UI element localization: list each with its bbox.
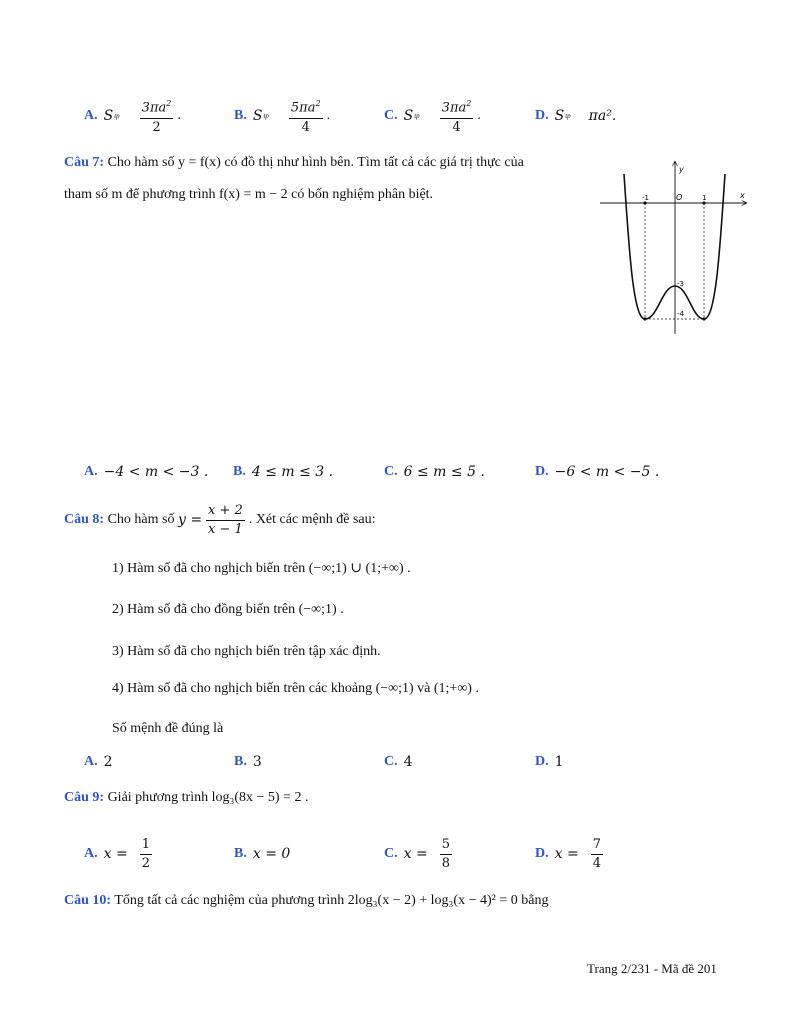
tick-label-neg1: -1: [642, 194, 649, 202]
x-axis-label: x: [740, 191, 745, 200]
q7-option-c[interactable]: C. 6 ≤ m ≤ 5 .: [384, 464, 485, 480]
q8-options: [0, 742, 792, 782]
q7-option-b[interactable]: B. 4 ≤ m ≤ 3 .: [233, 464, 334, 480]
q6-a-fraction: $\frac{3\pi a^2}{2}$: [140, 95, 174, 136]
q8-stem: Câu 8: Cho hàm số y = $\frac{x + 2}{x - 1}$ . Xét các mệnh đề sau:: [64, 502, 376, 537]
q6-b-fraction: $\frac{5\pi a^2}{4}$: [289, 95, 323, 136]
page-footer: Trang 2/231 - Mã đề 201: [587, 961, 717, 976]
point-min-left: [643, 317, 646, 320]
q7-option-d[interactable]: D. −6 < m < −5 .: [535, 464, 660, 480]
q8-statement-3: 3) Hàm số đã cho nghịch biến trên tập xác định.: [112, 644, 381, 659]
q6-option-a[interactable]: A. S tp $\frac{3\pi a^2}{2}$ .: [84, 96, 181, 136]
tick-label-pos1: 1: [702, 194, 707, 202]
q9-options: [0, 832, 792, 876]
q8-prompt: Số mệnh đề đúng là: [112, 721, 224, 736]
tick-label-neg4: -4: [677, 310, 684, 318]
q6-option-b[interactable]: B. S tp $\frac{5\pi a^2}{4}$ .: [234, 96, 330, 136]
q8-option-a[interactable]: A. 2: [84, 754, 113, 770]
q6-option-d[interactable]: D. S tp πa².: [535, 108, 617, 124]
q8-statement-1: 1) Hàm số đã cho nghịch biến trên (−∞;1) ∪ (1;+∞) .: [112, 561, 411, 576]
q10-stem: Câu 10: Tổng tất cả các nghiệm của phương trình 2log₃(x − 2) + log₃(x − 4)² = 0 bằng: [64, 893, 549, 908]
q7-line1: Câu 7: Cho hàm số y = f(x) có đồ thị như hình bên. Tìm tất cả các giá trị thực của: [64, 155, 524, 170]
q8-option-c[interactable]: C. 4: [384, 754, 413, 770]
q6-option-c[interactable]: C. S tp $\frac{3\pi a^2}{4}$ .: [384, 96, 481, 136]
q8-fraction: $\frac{x + 2}{x - 1}$: [208, 502, 243, 537]
q8-statement-2: 2) Hàm số đã cho đồng biến trên (−∞;1) .: [112, 602, 344, 617]
q9-stem: Câu 9: Giải phương trình log₃(8x − 5) = 2 .: [64, 790, 309, 805]
y-axis-label: y: [679, 165, 684, 174]
q9-option-a[interactable]: A. x = $\frac{1}{2}$: [84, 836, 150, 871]
q7-line2: tham số m để phương trình f(x) = m − 2 có bốn nghiệm phân biệt.: [64, 187, 434, 202]
q7-options: [0, 452, 792, 492]
q8-option-b[interactable]: B. 3: [234, 754, 262, 770]
q6-c-fraction: $\frac{3\pi a^2}{4}$: [440, 95, 474, 136]
q9-option-b[interactable]: B. x = 0: [234, 846, 291, 862]
q9-option-d[interactable]: D. x = $\frac{7}{4}$: [535, 836, 601, 871]
q7-option-a[interactable]: A. −4 < m < −3 .: [84, 464, 209, 480]
q9-option-c[interactable]: C. x = $\frac{5}{8}$: [384, 836, 450, 871]
q7-graph: [596, 158, 756, 338]
tick-label-neg3: -3: [677, 280, 684, 288]
function-curve: [624, 174, 725, 319]
q8-statement-4: 4) Hàm số đã cho nghịch biến trên các khoảng (−∞;1) và (1;+∞) .: [112, 681, 479, 696]
q8-option-d[interactable]: D. 1: [535, 754, 564, 770]
origin-label: O: [676, 193, 683, 202]
point-min-right: [702, 317, 705, 320]
q6-options: [0, 96, 792, 136]
